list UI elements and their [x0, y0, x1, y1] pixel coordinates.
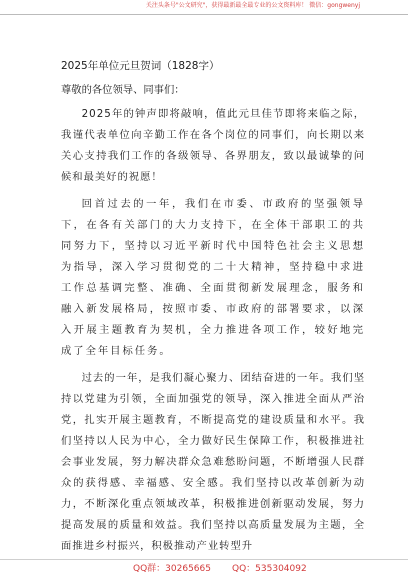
banner-notice: 关注头条号"公文研究"，获得最新最全最专业的公文资料库！ 微信：gongwenyj: [145, 2, 360, 9]
document-title: 2025年单位元旦贺词（1828字）: [61, 60, 220, 72]
salutation: 尊敬的各位领导、同事们：: [61, 84, 185, 96]
footer-bar: [0, 559, 408, 581]
document-body: [61, 59, 365, 563]
paragraph-review: 回首过去的一年，我们在市委、市政府的坚强领导下，在各有关部门的大力支持下，在全体干部职工的共同努力下，坚持以习近平新时代中国特色社会主义思想为指导，深入学习贯彻党的二十大精神，坚持稳中求进工作总基调完整、准确、全面贯彻新发展理念，服务和融入新发展格局，按照市委、市政府的部署要求，以深入开展主题教育为契机，全力推进各项工作，较好地完成了全年目标任务。: [61, 198, 365, 357]
header-banner: [0, 0, 408, 15]
footer-qq: QQ：535304092: [232, 564, 307, 574]
footer-qq-group: QQ群：30265665: [133, 564, 211, 574]
paragraph-achievements: 过去的一年，是我们凝心聚力、团结奋进的一年。我们坚持以党建为引领，全面加强党的领导，深入推进全面从严治党，扎实开展主题教育，不断提高党的建设质量和水平。我们坚持以人民为中心，全力做好民生保障工作，积极推进社会事业发展，努力解决群众急难愁盼问题，不断增强人民群众的获得感、幸福感、安全感。我们坚持以改革创新为动力，不断深化重点领域改革，积极推进创新驱动发展，努力提高发展的质量和效益。我们坚持以高质量发展为主题，全面推进乡村振兴，积极推动产业转型升: [61, 372, 365, 552]
paragraph-greeting: 2025年的钟声即将敲响，值此元旦佳节即将来临之际，我谨代表单位向辛勤工作在各个岗位的同事们，向长期以来关心支持我们工作的各级领导、各界朋友，致以最诚挚的问候和最美好的祝愿！: [61, 108, 365, 183]
